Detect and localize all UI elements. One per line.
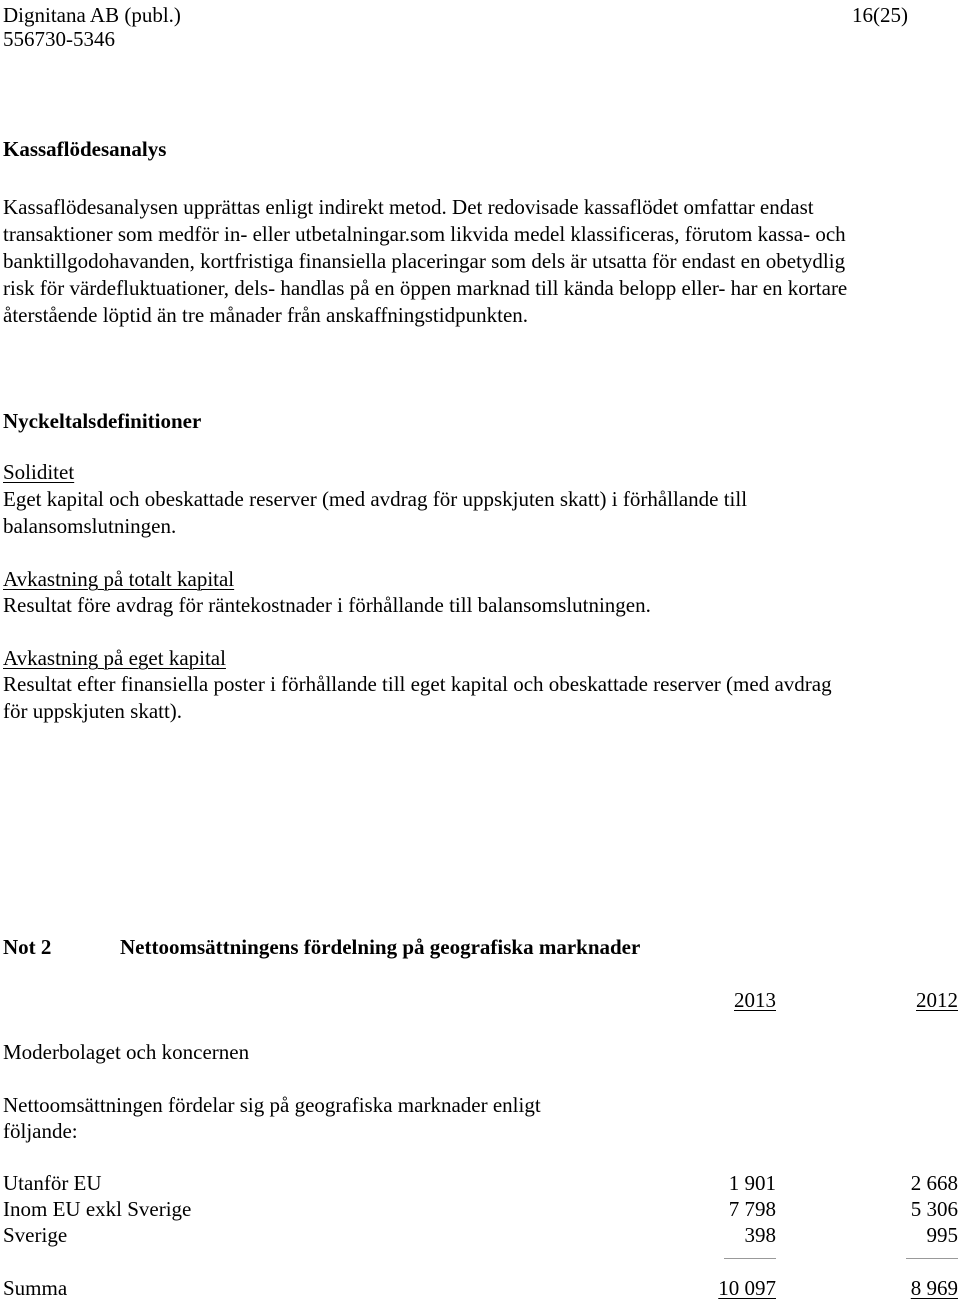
ratio-definition-line: Resultat efter finansiella poster i förhållande till eget kapital och obeskattade reserver (med avdrag <box>3 672 832 696</box>
ratio-term-equity: Avkastning på eget kapital <box>3 646 226 670</box>
key-ratios-heading: Nyckeltalsdefinitioner <box>3 409 202 433</box>
table-row-label: Sverige <box>3 1223 68 1247</box>
cashflow-line: Kassaflödesanalysen upprättas enligt indirekt metod. Det redovisade kassaflödet omfattar endast <box>3 195 814 219</box>
note-title: Nettoomsättningens fördelning på geografiska marknader <box>120 935 641 959</box>
ratio-definition-soliditet <box>3 486 943 540</box>
note-intro-line: följande: <box>3 1119 78 1143</box>
table-row-label: Utanför EU <box>3 1171 102 1195</box>
ratio-definition-total-capital <box>3 592 943 619</box>
table-total-label: Summa <box>3 1276 68 1300</box>
note-intro-line: Nettoomsättningen fördelar sig på geografiska marknader enligt <box>3 1093 541 1117</box>
table-total-2012: 8 969 <box>910 1276 958 1300</box>
cashflow-line: risk för värdefluktuationer, dels- handlas på en öppen marknad till kända belopp eller- har en kortare <box>3 276 848 300</box>
ratio-term-soliditet: Soliditet <box>3 460 75 484</box>
ratio-definition-line: Resultat före avdrag för räntekostnader i förhållande till balansomslutningen. <box>3 593 651 617</box>
year-header-2012: 2012 <box>916 988 958 1012</box>
table-cell-2012: 995 <box>926 1223 958 1247</box>
table-cell-2012: 5 306 <box>910 1197 958 1221</box>
cashflow-paragraph <box>3 194 943 329</box>
note-subheading: Moderbolaget och koncernen <box>3 1040 250 1064</box>
sum-separator-2012 <box>906 1258 958 1259</box>
company-name: Dignitana AB (publ.) <box>3 3 181 27</box>
cashflow-line: transaktioner som medför in- eller utbetalningar.som likvida medel klassificeras, förutom kassa- och <box>3 222 846 246</box>
cashflow-line: banktillgodohavanden, kortfristiga finansiella placeringar som dels är utsatta för endast en obetydlig <box>3 249 846 273</box>
table-cell-2012: 2 668 <box>910 1171 958 1195</box>
org-number: 556730-5346 <box>3 27 115 51</box>
cashflow-line: återstående löptid än tre månader från anskaffningstidpunkten. <box>3 303 529 327</box>
note-number: Not 2 <box>3 935 52 959</box>
sum-separator-2013 <box>724 1258 776 1259</box>
table-cell-2013: 7 798 <box>728 1197 776 1221</box>
table-row-label: Inom EU exkl Sverige <box>3 1197 192 1221</box>
table-cell-2013: 398 <box>744 1223 776 1247</box>
ratio-term-total-capital: Avkastning på totalt kapital <box>3 567 235 591</box>
page-number: 16(25) <box>852 3 908 27</box>
table-total-2013: 10 097 <box>718 1276 776 1300</box>
note-intro <box>3 1092 943 1144</box>
ratio-definition-line: Eget kapital och obeskattade reserver (med avdrag för uppskjuten skatt) i förhållande till <box>3 487 748 511</box>
year-header-2013: 2013 <box>734 988 776 1012</box>
table-cell-2013: 1 901 <box>728 1171 776 1195</box>
ratio-definition-line: balansomslutningen. <box>3 514 177 538</box>
ratio-definition-equity <box>3 671 943 725</box>
ratio-definition-line: för uppskjuten skatt). <box>3 699 183 723</box>
cashflow-heading: Kassaflödesanalys <box>3 137 167 161</box>
